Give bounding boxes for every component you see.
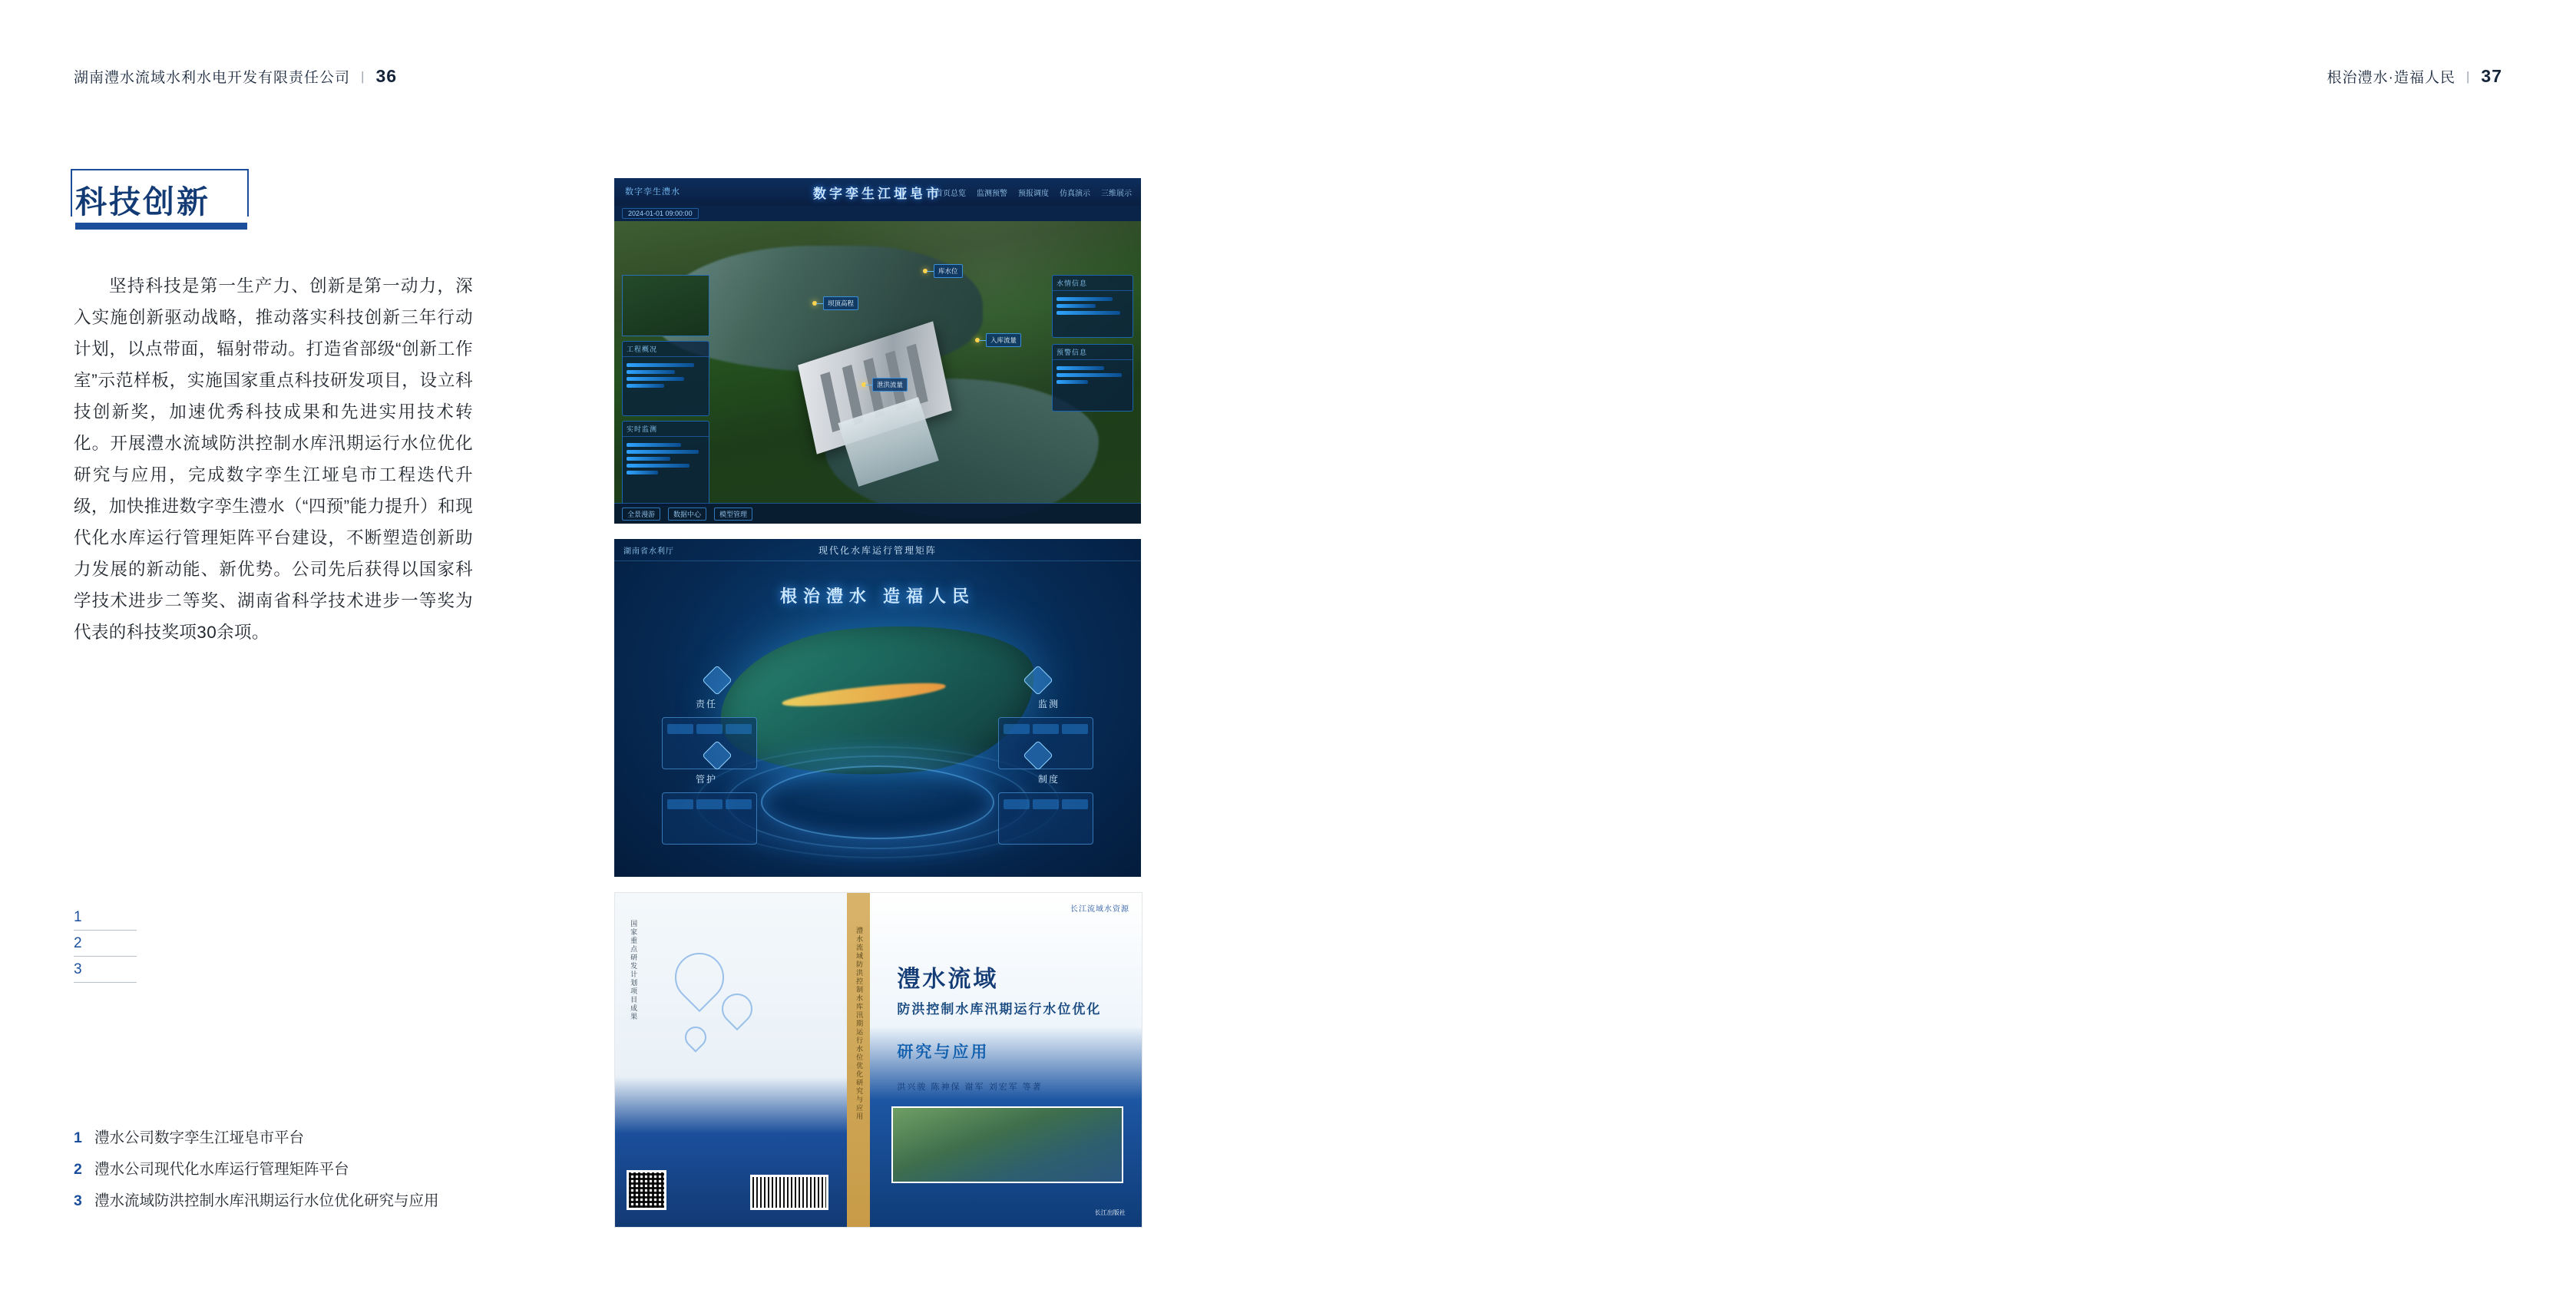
running-head-left-text: 湖南澧水流域水利水电开发有限责任公司: [74, 70, 351, 86]
panel-bar: [627, 443, 681, 447]
running-head-right-text: 根治澧水·造福人民: [2326, 70, 2455, 86]
platform-card-label: 监测: [1037, 699, 1060, 709]
figure-index-number: 2: [74, 934, 82, 951]
book-cover-photo: [891, 1106, 1123, 1183]
book-authors: 洪兴骏 陈神保 谢军 刘宏军 等著: [897, 1082, 1043, 1092]
panel-bar: [627, 384, 664, 388]
qr-code: [627, 1170, 666, 1210]
panel-bar: [1057, 366, 1104, 370]
panel-bar: [1057, 373, 1122, 377]
panel-title: 工程概况: [623, 342, 709, 357]
map-tag: 入库流量: [986, 333, 1021, 347]
caption-text: 澧水公司数字孪生江垭皂市平台: [94, 1129, 305, 1146]
dashboard-title: 数字孪生江垭皂市: [813, 187, 942, 201]
dam-gate: [907, 343, 928, 403]
panel-alerts: [1052, 344, 1133, 412]
caption-item: [74, 1156, 550, 1182]
figure-index-rule: [74, 982, 137, 983]
map-tag: 库水位: [934, 264, 963, 278]
panel-water-info: [1052, 275, 1133, 338]
dashboard-bottom-button[interactable]: 数据中心: [668, 508, 706, 521]
dashboard-brand: 数字孪生澧水: [625, 187, 680, 197]
caption-list-left: [74, 1125, 550, 1219]
caption-number: 1: [74, 1129, 82, 1146]
caption-number: 3: [74, 1192, 82, 1209]
platform-card-title: [663, 793, 756, 799]
dashboard-menu-item[interactable]: 监测预警: [977, 190, 1007, 198]
caption-number: 2: [74, 1161, 82, 1178]
panel-bar: [1057, 380, 1088, 384]
dashboard-bottom-button[interactable]: 模型管理: [714, 508, 752, 521]
dashboard-menu-item[interactable]: 首页总览: [935, 190, 966, 198]
platform-card-title: [999, 718, 1093, 724]
section-title-underline: [75, 223, 247, 230]
panel-body: [1053, 360, 1133, 390]
panel-body: [623, 357, 709, 394]
panel-bar: [627, 464, 689, 468]
dashboard-menu-item[interactable]: 三维展示: [1101, 190, 1132, 198]
book-publisher: 长江出版社: [1094, 1208, 1126, 1216]
section-title: 科技创新: [75, 184, 210, 220]
panel-title: 预警信息: [1053, 345, 1133, 360]
figure-index-row: [74, 931, 137, 956]
figure-digital-twin-platform: [614, 178, 1141, 524]
panel-bar: [627, 377, 684, 381]
map-tag: 坝顶高程: [823, 296, 858, 310]
panel-realtime-monitor: [622, 421, 709, 507]
figure-index-row: [74, 957, 137, 982]
platform-card-title: [663, 718, 756, 724]
body-paragraph: 坚持科技是第一生产力、创新是第一动力，深入实施创新驱动战略，推动落实科技创新三年行动计划，以点带面，辐射带动。打造省部级“创新工作室”示范样板，实施国家重点科技研发项目，设立科技创新奖，加速优秀科技成果和先进实用技术转化。开展澧水流域防洪控制水库汛期运行水位优化研究与应用，完成数字孪生江垭皂市工程迭代升级，加快推进数字孪生澧水（“四预”能力提升）和现代化水库运行管理矩阵平台建设，不断塑造创新助力发展的新动能、新优势。公司先后获得以国家科学技术进步二等奖、湖南省科学技术进步一等奖为代表的科技奖项30余项。: [74, 276, 473, 642]
panel-bar: [627, 471, 658, 474]
panel-bar: [1057, 311, 1120, 315]
book-front-cover: [870, 893, 1142, 1227]
water-drop-icon: [716, 987, 759, 1030]
figure-index-left: [74, 904, 137, 983]
platform-card-label: 责任: [696, 699, 718, 709]
publisher-logo: 长江流域水资源: [1070, 905, 1129, 914]
platform-card-label: 管护: [696, 774, 718, 785]
panel-bar: [627, 457, 670, 461]
dashboard-topbar: [614, 178, 1141, 207]
platform-title: 现代化水库运行管理矩阵: [818, 545, 937, 556]
decorative-ring: [761, 765, 994, 839]
section-title-block: [74, 175, 215, 226]
dam-aerial-photo: [614, 221, 1141, 524]
dashboard-subbar: [614, 206, 1141, 222]
dashboard-bottom-bar: [614, 503, 1141, 524]
caption-text: 澧水公司现代化水库运行管理矩阵平台: [94, 1161, 349, 1178]
book-spine-text: 澧水流域防洪控制水库汛期运行水位优化研究与应用: [855, 926, 864, 1121]
platform-brand: 湖南省水利厅: [623, 547, 674, 556]
panel-project-overview: [622, 341, 709, 416]
dashboard-bottom-button[interactable]: 全景漫游: [622, 508, 660, 521]
running-head-left: [74, 66, 397, 87]
book-title: 澧水流域: [897, 967, 999, 992]
platform-card: [998, 792, 1093, 845]
panel-body: [623, 437, 709, 481]
overview-minimap: [622, 275, 709, 336]
panel-title: 实时监测: [623, 422, 709, 437]
panel-bar: [1057, 297, 1113, 301]
map-tag: 泄洪流量: [872, 378, 908, 392]
figure-book-cover: [614, 892, 1143, 1228]
page-number-left: 36: [375, 66, 398, 86]
dashboard-menu-item[interactable]: 预报调度: [1018, 190, 1049, 198]
dashboard-timestamp: 2024-01-01 09:00:00: [622, 208, 699, 219]
platform-slogan: 根治澧水 造福人民: [779, 587, 976, 606]
platform-card-chart: [999, 799, 1093, 809]
running-head-separator: |: [2465, 68, 2471, 84]
dashboard-menu-item[interactable]: 仿真演示: [1060, 190, 1090, 198]
page-number-right: 37: [2481, 66, 2502, 86]
water-drop-icon: [680, 1022, 711, 1053]
running-head-right: [2327, 66, 2502, 87]
platform-card: [662, 792, 757, 845]
platform-card-title: [999, 793, 1093, 799]
panel-bar: [627, 363, 694, 367]
book-back-cover: [615, 893, 847, 1227]
panel-bar: [627, 370, 675, 374]
panel-body: [1053, 291, 1133, 321]
caption-item: [74, 1188, 550, 1214]
book-back-text: 国家重点研发计划项目成果: [630, 919, 638, 1021]
figure-index-row: [74, 904, 137, 930]
caption-text: 澧水流域防洪控制水库汛期运行水位优化研究与应用: [94, 1192, 439, 1209]
figure-index-number: 1: [74, 908, 82, 925]
figure-reservoir-matrix-platform: [614, 539, 1141, 877]
dashboard-menu: [935, 187, 1132, 198]
panel-title: 水情信息: [1053, 276, 1133, 291]
barcode: [750, 1175, 828, 1210]
caption-item: [74, 1125, 550, 1151]
right-page: [1288, 0, 2576, 1306]
platform-card-chart: [663, 724, 756, 734]
figure-index-number: 3: [74, 960, 82, 977]
book-subtitle-secondary: 研究与应用: [897, 1043, 990, 1062]
book-subtitle: 防洪控制水库汛期运行水位优化: [897, 1002, 1102, 1017]
platform-card-chart: [999, 724, 1093, 734]
platform-header: [614, 539, 1141, 561]
panel-bar: [627, 450, 699, 454]
platform-card-label: 制度: [1037, 774, 1060, 785]
panel-bar: [1057, 304, 1096, 308]
platform-card-chart: [663, 799, 756, 809]
running-head-separator: |: [361, 68, 365, 84]
